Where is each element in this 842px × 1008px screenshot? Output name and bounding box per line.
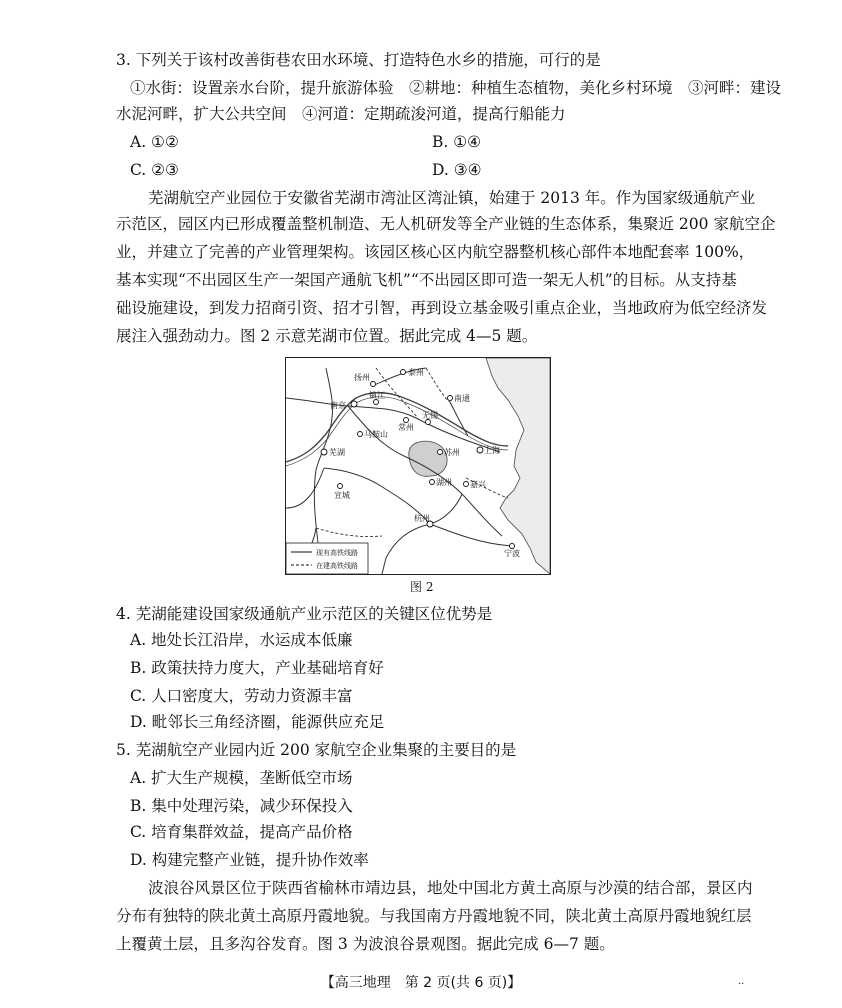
figure2-caption: 图 2 bbox=[410, 580, 434, 594]
legend-planned-rail: 在建高铁线路 bbox=[316, 562, 358, 570]
q5-option-b: B. 集中处理污染，减少环保投入 bbox=[130, 797, 353, 815]
figure2-map bbox=[285, 357, 551, 575]
city-hangzhou: 杭州 bbox=[414, 514, 430, 523]
passage2-line: 波浪谷风景区位于陕西省榆林市靖边县，地处中国北方黄土高原与沙漠的结合部，景区内 bbox=[148, 879, 753, 897]
passage1-line: 芜湖航空产业园位于安徽省芜湖市湾沚区湾沚镇，始建于 2013 年。作为国家级通航产业 bbox=[148, 189, 756, 207]
city-xuancheng: 宣城 bbox=[334, 491, 350, 500]
yangtze-river bbox=[286, 393, 508, 462]
q3-option-a: A. ①② bbox=[130, 133, 179, 151]
passage2-line: 上覆黄土层，且多沟谷发育。图 3 为波浪谷景观图。据此完成 6—7 题。 bbox=[116, 935, 615, 953]
q3-option-b: B. ①④ bbox=[432, 133, 482, 151]
legend-existing-rail: 现有高铁线路 bbox=[316, 549, 358, 557]
q5-option-d: D. 构建完整产业链，提升协作效率 bbox=[130, 851, 369, 869]
q3-stem: 3. 下列关于该村改善街巷农田水环境、打造特色水乡的措施，可行的是 bbox=[116, 51, 601, 69]
q4-option-c: C. 人口密度大，劳动力资源丰富 bbox=[130, 687, 353, 705]
city-changzhou: 常州 bbox=[398, 423, 414, 432]
q4-stem: 4. 芜湖能建设国家级通航产业示范区的关键区位优势是 bbox=[116, 605, 493, 623]
q3-statements-line1: ①水街：设置亲水台阶，提升旅游体验 ②耕地：种植生态植物，美化乡村环境 ③河畔：建设 bbox=[130, 79, 782, 97]
q5-stem: 5. 芜湖航空产业园内近 200 家航空企业集聚的主要目的是 bbox=[116, 741, 517, 759]
city-wuxi: 无锡 bbox=[422, 411, 438, 420]
passage1-line: 基本实现“不出园区生产一架国产通航飞机”“不出园区即可造一架无人机”的目标。从支持基 bbox=[116, 271, 737, 289]
city-jiaxing: 嘉兴 bbox=[470, 480, 486, 489]
city-maanshan: 马鞍山 bbox=[364, 430, 388, 439]
city-zhenjiang: 镇江 bbox=[369, 391, 385, 400]
q5-option-a: A. 扩大生产规模，垄断低空市场 bbox=[130, 769, 353, 787]
city-huzhou: 湖州 bbox=[436, 478, 452, 487]
city-suzhou: 苏州 bbox=[444, 448, 460, 457]
city-ningbo: 宁波 bbox=[504, 549, 520, 558]
coastline bbox=[486, 358, 550, 574]
passage1-line: 业，并建立了完善的产业管理架构。该园区核心区内航空器整机核心部件本地配套率 100%， bbox=[116, 243, 755, 261]
city-yangzhou: 扬州 bbox=[354, 373, 370, 382]
q4-option-a: A. 地处长江沿岸，水运成本低廉 bbox=[130, 631, 353, 649]
city-nanjing: 南京 bbox=[330, 401, 346, 410]
city-wuhu: 芜湖 bbox=[329, 448, 345, 457]
passage1-line: 示范区，园区内已形成覆盖整机制造、无人机研发等全产业链的生态体系，集聚近 200 家航空企 bbox=[116, 215, 776, 233]
page-footer: 【高三地理 第 2 页(共 6 页)】 bbox=[320, 975, 522, 991]
q5-option-c: C. 培育集群效益，提高产品价格 bbox=[130, 823, 353, 841]
taihu-lake bbox=[409, 441, 447, 476]
q4-option-d: D. 毗邻长三角经济圈，能源供应充足 bbox=[130, 713, 385, 731]
map-legend bbox=[286, 543, 368, 574]
corner-mark: .. bbox=[738, 976, 745, 987]
passage1-line: 展注入强劲动力。图 2 示意芜湖市位置。据此完成 4—5 题。 bbox=[116, 327, 538, 345]
q3-option-c: C. ②③ bbox=[130, 161, 179, 179]
q4-option-b: B. 政策扶持力度大，产业基础培育好 bbox=[130, 659, 384, 677]
map-canvas bbox=[286, 358, 550, 574]
passage2-line: 分布有独特的陕北黄土高原丹霞地貌。与我国南方丹霞地貌不同，陕北黄土高原丹霞地貌红层 bbox=[116, 907, 752, 925]
q3-statements-line2: 水泥河畔，扩大公共空间 ④河道：定期疏浚河道，提高行船能力 bbox=[116, 105, 566, 123]
q3-option-d: D. ③④ bbox=[432, 161, 482, 179]
city-nantong: 南通 bbox=[454, 394, 470, 403]
city-shanghai: 上海 bbox=[484, 446, 500, 455]
passage1-line: 础设施建设，到发力招商引资、招才引智，再到设立基金吸引重点企业，当地政府为低空经济发 bbox=[116, 299, 768, 317]
city-taizhou: 泰州 bbox=[408, 368, 424, 377]
